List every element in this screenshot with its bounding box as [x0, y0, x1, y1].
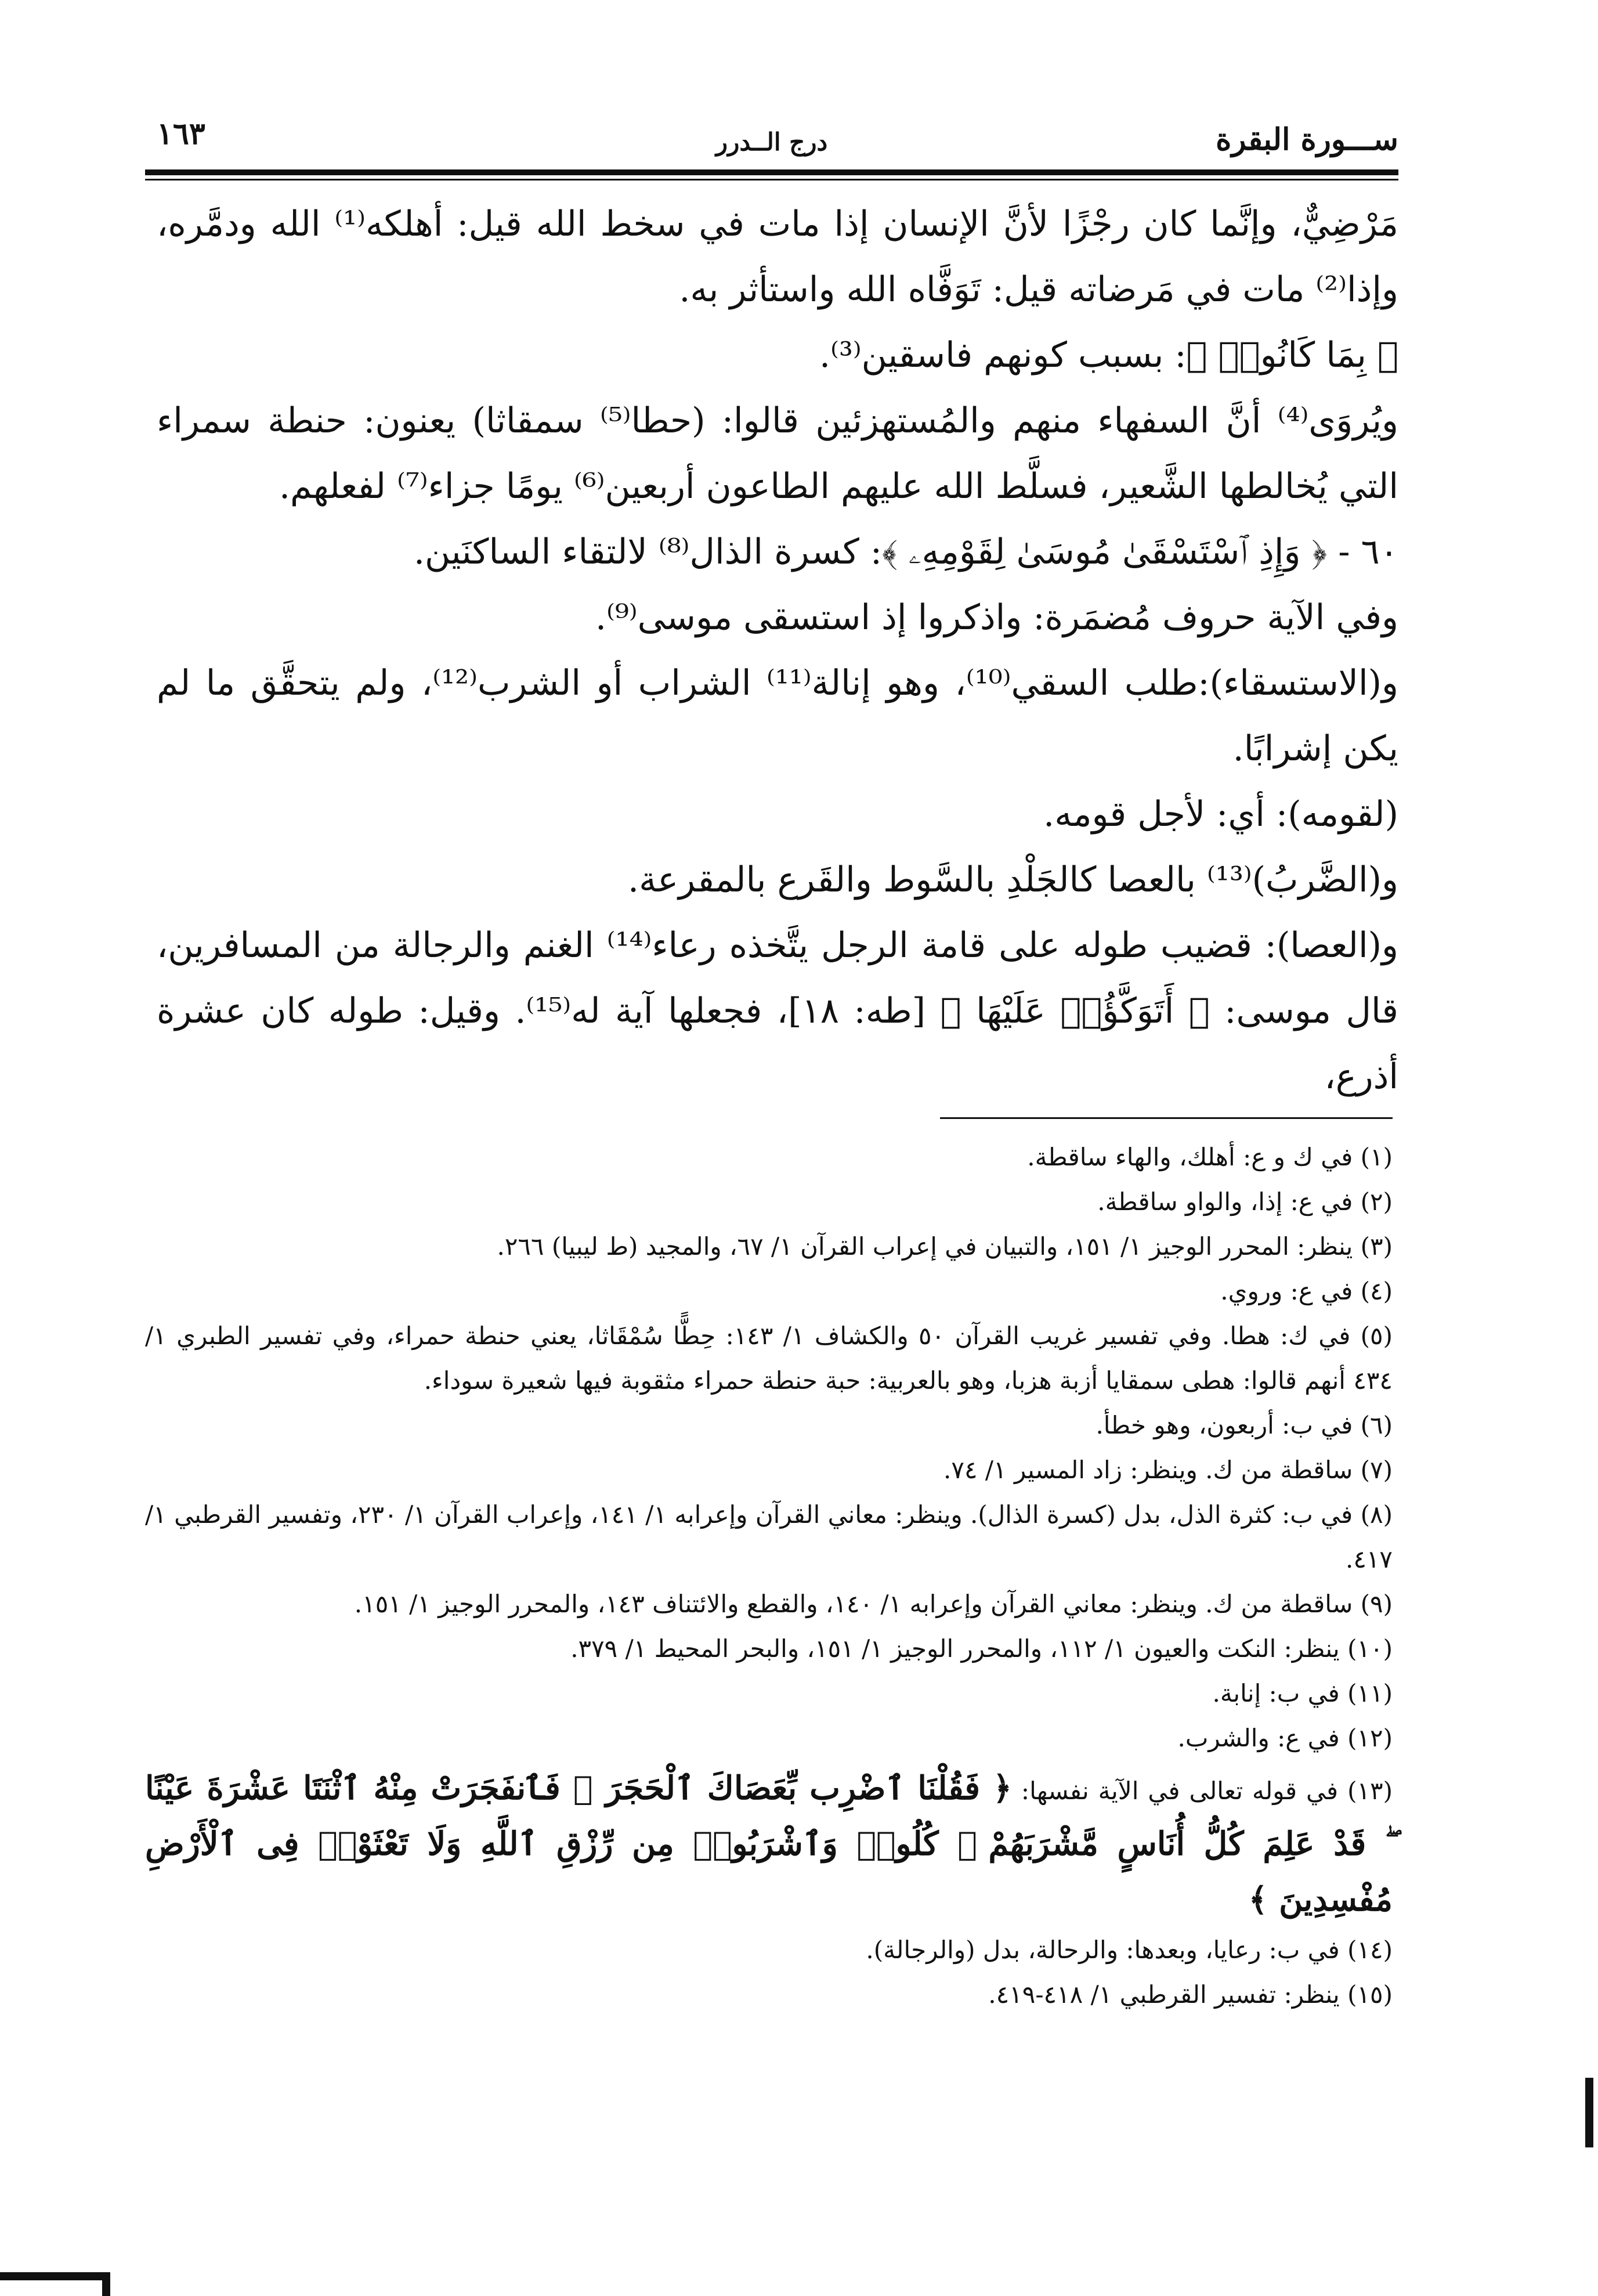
footnote: (١) في ك و ع: أهلك، والهاء ساقطة. — [1027, 1143, 1393, 1171]
footnote: (١٥) ينظر: تفسير القرطبي ١/ ٤١٨-٤١٩. — [988, 1980, 1393, 2009]
paragraph: وفي الآية حروف مُضمَرة: واذكروا إذ استسقى موسى⁽⁹⁾. — [595, 597, 1398, 638]
paragraph: ويُروَى⁽⁴⁾ أنَّ السفهاء منهم والمُستهزئين قالوا: (حطا⁽⁵⁾ سمقاثا) يعنون: حنطة سمراء التي يُخالطها الشَّعير، فسلَّط الله عليهم الطاعون أربعين⁽⁶⁾ يومًا جزاء⁽⁷⁾ لفعلهم. — [157, 400, 1399, 507]
footnote: (٥) في ك: هطا. وفي تفسير غريب القرآن ٥٠ والكشاف ١/ ١٤٣: حِطًّا سُمْقَاثا، يعني حنطة حمراء، وفي تفسير الطبري ١/ ٤٣٤ أنهم قالوا: هطى سمقايا أزبة هزبا، وهو بالعربية: حبة حنطة حمراء مثقوبة فيها شعيرة سوداء. — [145, 1322, 1393, 1395]
paragraph: ﴿ بِمَا كَانُوا۟ ﴾: بسبب كونهم فاسقين⁽³⁾. — [819, 335, 1398, 376]
paragraph: (لقومه): أي: لأجل قومه. — [1043, 794, 1398, 835]
footnote: (١٤) في ب: رعايا، وبعدها: والرحالة، بدل (والرجالة). — [866, 1936, 1393, 1964]
paragraph: و(العصا): قضيب طوله على قامة الرجل يتَّخذه رعاء⁽¹⁴⁾ الغنم والرجالة من المسافرين، قال موسى: ﴿ أَتَوَكَّؤُا۟ عَلَيْهَا ﴾ [طه: ١٨]، فجعلها آية له⁽¹⁵⁾. وقيل: طوله كان عشرة أذرع، — [157, 925, 1399, 1097]
footnote: (١٢) في ع: والشرب. — [1177, 1724, 1393, 1752]
page-number: ١٦٣ — [157, 116, 205, 151]
footnote: (٦) في ب: أربعون، وهو خطأ. — [1096, 1411, 1393, 1439]
paragraph: و(الاستسقاء):طلب السقي⁽¹⁰⁾، وهو إنالة⁽¹¹⁾ الشراب أو الشرب⁽¹²⁾، ولم يتحقَّق ما لم يكن إشرابًا. — [157, 663, 1399, 769]
surah-title: ســـورة البقرة — [1216, 122, 1398, 157]
paragraph: مَرْضِيٌّ، وإنَّما كان رجْزًا لأنَّ الإنسان إذا مات في سخط الله قيل: أهلكه⁽¹⁾ الله ودمَّره، وإذا⁽²⁾ مات في مَرضاته قيل: تَوَفَّاه الله واستأثر به. — [157, 204, 1398, 310]
main-text — [157, 192, 1398, 1110]
header-rule-thick — [145, 169, 1398, 175]
header-rule-thin — [145, 179, 1398, 180]
footnote: (٤) في ع: وروي. — [1220, 1277, 1393, 1305]
paragraph: ٦٠ - ﴿ وَإِذِ ٱسْتَسْقَىٰ مُوسَىٰ لِقَوْمِهِۦ ﴾: كسرة الذال⁽⁸⁾ لالتقاء الساكنَين. — [413, 532, 1398, 572]
footnote: (١١) في ب: إنابة. — [1212, 1679, 1393, 1707]
footnote: (٣) ينظر: المحرر الوجيز ١/ ١٥١، والتبيان في إعراب القرآن ١/ ٦٧، والمجيد (ط ليبيا) ٢٦٦. — [497, 1232, 1393, 1261]
footnote: (٨) في ب: كثرة الذل، بدل (كسرة الذال). وينظر: معاني القرآن وإعرابه ١/ ١٤١، وإعراب القرآن ١/ ٢٣٠، وتفسير القرطبي ١/ ٤١٧. — [145, 1500, 1393, 1573]
footnote: (١٠) ينظر: النكت والعيون ١/ ١١٢، والمحرر الوجيز ١/ ١٥١، والبحر المحيط ١/ ٣٧٩. — [570, 1634, 1393, 1663]
scan-edge-mark — [1585, 2078, 1598, 2147]
footnote-13-prefix: (١٣) في قوله تعالى في الآية نفسها: — [1021, 1777, 1393, 1805]
footnote: (٢) في ع: إذا، والواو ساقطة. — [1097, 1187, 1393, 1216]
footnote-13-verse: ﴿ فَقُلْنَا ٱضْرِب بِّعَصَاكَ ٱلْحَجَرَ ۖ فَٱنفَجَرَتْ مِنْهُ ٱثْنَتَا عَشْرَةَ عَيْنًا ۖ قَدْ عَلِمَ كُلُّ أُنَاسٍ مَّشْرَبَهُمْ ۖ كُلُوا۟ وَٱشْرَبُوا۟ مِن رِّزْقِ ٱللَّهِ وَلَا تَعْثَوْا۟ فِى ٱلْأَرْضِ مُفْسِدِينَ ﴾ — [145, 1769, 1393, 1919]
footnotes — [145, 1135, 1393, 2017]
footnote: (٩) ساقطة من ك. وينظر: معاني القرآن وإعرابه ١/ ١٤٠، والقطع والائتناف ١٤٣، والمحرر الوجيز ١/ ١٥١. — [354, 1590, 1393, 1618]
book-title: درج الــدرر — [715, 128, 828, 156]
footnote: (٧) ساقطة من ك. وينظر: زاد المسير ١/ ٧٤. — [943, 1456, 1393, 1484]
footnote-13 — [145, 1760, 1393, 1927]
footnote-separator — [940, 1117, 1393, 1119]
page-header — [145, 110, 1398, 165]
scan-corner-mark — [0, 2272, 110, 2296]
paragraph: و(الضَّربُ)⁽¹³⁾ بالعصا كالجَلْدِ بالسَّوط والقَرع بالمقرعة. — [628, 860, 1398, 900]
